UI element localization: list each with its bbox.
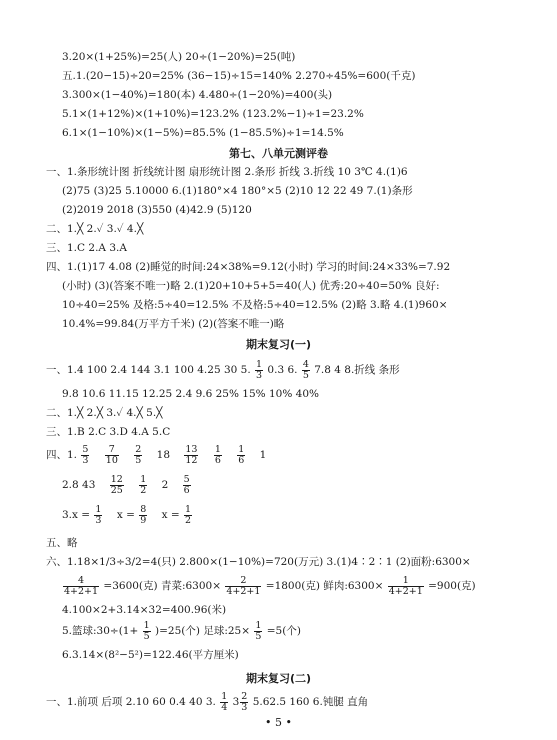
- fraction: $\frac{1}{4+2+1}$: [388, 574, 423, 597]
- review2-line-1: [46, 690, 368, 714]
- review1-line-12: [62, 618, 301, 644]
- top-line-4: 5.1×(1+12%)×(1+10%)=123.2% (123.2%−1)÷1=23.2%: [62, 108, 364, 120]
- review1-line-10-c: =900(克): [428, 580, 476, 592]
- fraction: $\frac{2}{3}$: [241, 690, 248, 713]
- review2-line-1-a: 一、1.前项 后项 2.10 60 0.4 40 3.: [46, 696, 216, 708]
- review1-line-1-b: 0.3 6.: [267, 364, 298, 376]
- fraction: $\frac{4}{4+2+1}$: [64, 574, 99, 597]
- fraction: $\frac{1}{6}$: [238, 443, 245, 466]
- fraction: $\frac{13}{12}$: [185, 443, 198, 466]
- review1-line-7: [62, 503, 193, 527]
- top-line-3: 3.300×(1−40%)=180(本) 4.480÷(1−20%)=400(头): [62, 89, 333, 101]
- top-line-2: 五.1.(20−15)÷20=25% (36−15)÷15=140% 2.270÷45%=600(千克): [62, 70, 416, 82]
- fraction: $\frac{4}{5}$: [302, 358, 309, 381]
- fraction: $\frac{1}{2}$: [140, 473, 147, 496]
- unit78-line-2: (2)75 (3)25 5.10000 6.(1)180°×4 180°×5 (2)10 12 22 49 7.(1)条形: [62, 185, 413, 197]
- fraction: $\frac{1}{2}$: [185, 503, 192, 526]
- fraction: $\frac{2}{5}$: [135, 443, 142, 466]
- fraction: $\frac{1}{6}$: [214, 443, 221, 466]
- review1-line-5-end: 1: [259, 449, 267, 461]
- fraction: $\frac{1}{5}$: [143, 619, 150, 642]
- unit78-line-8: 10÷40=25% 及格:5÷40=12.5% 不及格:5÷40=12.5% (2)略 3.略 4.(1)960×: [62, 299, 448, 311]
- fraction: $\frac{1}{3}$: [95, 503, 102, 526]
- watermark-top: [140, 18, 149, 48]
- unit78-line-9: 10.4%=99.84(万平方千米) (2)(答案不唯一)略: [62, 318, 285, 330]
- review2-line-1-int: 3: [232, 696, 240, 708]
- review1-line-10-a: =3600(克) 青菜:6300×: [103, 580, 222, 592]
- review1-line-6-prefix: 2.8 43: [62, 479, 96, 491]
- fraction: $\frac{8}{9}$: [140, 503, 147, 526]
- fraction: $\frac{12}{25}$: [110, 473, 123, 496]
- review1-line-3: 二、1.╳ 2.╳ 3.✓ 4.╳ 5.╳: [46, 407, 163, 419]
- review1-line-4: 三、1.B 2.C 3.D 4.A 5.C: [46, 426, 171, 438]
- fraction: $\frac{1}{5}$: [255, 619, 262, 642]
- fraction: $\frac{1}{4}$: [221, 690, 228, 713]
- review1-line-1: [46, 358, 400, 382]
- review1-title: 期末复习(一): [245, 338, 312, 351]
- review1-line-5-prefix: 四、1.: [46, 449, 78, 461]
- review1-line-12-b: )=25(个) 足球:25×: [155, 625, 251, 637]
- review1-line-10-b: =1800(克) 鲜肉:6300×: [265, 580, 384, 592]
- review1-line-7-c: x =: [161, 509, 180, 521]
- review1-line-7-b: x =: [116, 509, 135, 521]
- review1-line-13: 6.3.14×(8²−5²)=122.46(平方厘米): [62, 649, 239, 661]
- review1-line-5: [46, 443, 266, 467]
- fraction: $\frac{5}{3}$: [82, 443, 89, 466]
- fraction: $\frac{7}{10}$: [105, 443, 118, 466]
- review1-line-9: 六、1.18×1/3÷3/2=4(只) 2.800×(1−10%)=720(万元) 3.(1)4∶2∶1 (2)面粉:6300×: [46, 556, 471, 568]
- review1-line-6: [62, 473, 192, 497]
- review1-line-5-int: 18: [156, 449, 171, 461]
- unit78-line-5: 三、1.C 2.A 3.A: [46, 242, 127, 254]
- review1-line-7-a: 3.x =: [62, 509, 91, 521]
- top-line-1: 3.20×(1+25%)=25(人) 20÷(1−20%)=25(吨): [62, 51, 296, 63]
- fraction: $\frac{1}{3}$: [256, 358, 263, 381]
- review1-line-2: 9.8 10.6 11.15 12.25 2.4 9.6 25% 15% 10% 40%: [62, 388, 319, 400]
- unit78-line-4: 二、1.╳ 2.✓ 3.✓ 4.╳: [46, 223, 144, 235]
- fraction: $\frac{2}{4+2+1}$: [226, 574, 261, 597]
- review1-line-12-a: 5.篮球:30÷(1+: [62, 625, 139, 637]
- review1-line-1-c: 7.8 4 8.折线 条形: [314, 364, 400, 376]
- review1-line-12-c: =5(个): [266, 625, 301, 637]
- review1-line-8: 五、略: [46, 537, 78, 549]
- review2-line-1-b: 5.62.5 160 6.钝腿 直角: [252, 696, 369, 708]
- unit78-line-6: 四、1.(1)17 4.08 (2)睡觉的时间:24×38%=9.12(小时) 学习的时间:24×33%=7.92: [46, 261, 451, 273]
- unit78-line-1: 一、1.条形统计图 折线统计图 扇形统计图 2.条形 折线 3.折线 10 3℃ 4.(1)6: [46, 166, 408, 178]
- page-number: • 5 •: [265, 716, 292, 729]
- unit78-title: 第七、八单元测评卷: [229, 147, 328, 160]
- unit78-line-3: (2)2019 2018 (3)550 (4)42.9 (5)120: [62, 204, 252, 216]
- fraction: $\frac{5}{6}$: [183, 473, 190, 496]
- review1-line-6-int: 2: [161, 479, 169, 491]
- review1-line-11: 4.100×2+3.14×32=400.96(米): [62, 604, 227, 616]
- review2-title: 期末复习(二): [245, 672, 312, 685]
- unit78-line-7: (小时) (3)(答案不唯一)略 2.(1)20+10+5+5=40(人) 优秀:20÷40=50% 良好:: [62, 280, 440, 292]
- review1-line-10: [62, 573, 476, 599]
- top-line-5: 6.1×(1−10%)×(1−5%)=85.5% (1−85.5%)÷1=14.5%: [62, 127, 344, 139]
- review1-line-1-a: 一、1.4 100 2.4 144 3.1 100 4.25 30 5.: [46, 364, 251, 376]
